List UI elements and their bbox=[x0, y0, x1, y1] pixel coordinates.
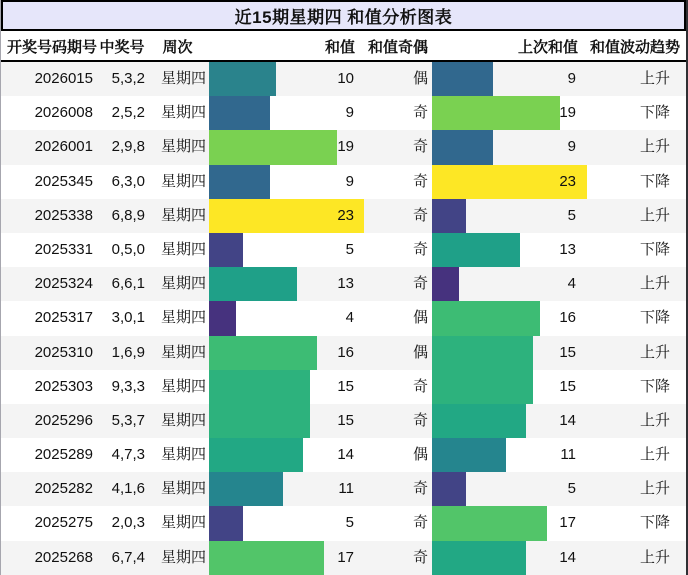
sum-value: 10 bbox=[337, 70, 354, 87]
chart-title bbox=[1, 0, 686, 31]
column-header-sum: 和值 bbox=[324, 39, 355, 56]
winning-numbers-cell: 9,3,3 bbox=[111, 377, 145, 395]
sum-bar-cell bbox=[209, 404, 364, 438]
prev-value: 23 bbox=[559, 172, 576, 190]
trend-cell: 下降 bbox=[639, 240, 670, 258]
trend-cell: 上升 bbox=[639, 411, 670, 429]
week-cell: 星期四 bbox=[161, 104, 207, 122]
parity-cell: 偶 bbox=[412, 343, 428, 361]
prev-bar-cell bbox=[432, 506, 587, 540]
prev-value: 19 bbox=[559, 104, 576, 122]
sum-value: 15 bbox=[337, 411, 354, 429]
trend-cell: 下降 bbox=[639, 309, 670, 327]
trend-cell: 下降 bbox=[639, 514, 670, 532]
table-row bbox=[1, 301, 686, 335]
week-cell: 星期四 bbox=[161, 411, 207, 429]
trend-cell: 上升 bbox=[639, 206, 670, 224]
parity-cell: 偶 bbox=[412, 446, 428, 464]
period-cell: 2026001 bbox=[34, 138, 93, 156]
winning-numbers-cell: 5,3,2 bbox=[111, 70, 145, 87]
trend-cell: 上升 bbox=[639, 343, 670, 361]
period-cell: 2025289 bbox=[34, 446, 93, 464]
week-cell: 星期四 bbox=[161, 275, 207, 293]
table-row bbox=[1, 472, 686, 506]
column-header-trend: 和值波动趋势 bbox=[589, 39, 680, 56]
prev-bar-cell bbox=[432, 541, 587, 575]
trend-cell: 上升 bbox=[639, 446, 670, 464]
parity-cell: 偶 bbox=[412, 309, 428, 327]
week-cell: 星期四 bbox=[161, 172, 207, 190]
sum-value: 5 bbox=[345, 240, 354, 258]
sum-value: 9 bbox=[345, 172, 354, 190]
period-cell: 2025303 bbox=[34, 377, 93, 395]
trend-cell: 上升 bbox=[639, 275, 670, 293]
week-cell: 星期四 bbox=[161, 514, 207, 532]
table-rows bbox=[1, 62, 686, 575]
parity-cell: 偶 bbox=[412, 70, 428, 87]
parity-cell: 奇 bbox=[412, 206, 428, 224]
sum-bar-cell bbox=[209, 506, 364, 540]
trend-cell: 上升 bbox=[639, 138, 670, 156]
prev-value: 4 bbox=[567, 275, 576, 293]
period-cell: 2025296 bbox=[34, 411, 93, 429]
period-cell: 2025317 bbox=[34, 309, 93, 327]
period-cell: 2025275 bbox=[34, 514, 93, 532]
prev-bar-cell bbox=[432, 267, 587, 301]
parity-cell: 奇 bbox=[412, 480, 428, 498]
prev-bar-cell bbox=[432, 165, 587, 199]
prev-value: 11 bbox=[560, 446, 576, 464]
winning-numbers-cell: 1,6,9 bbox=[111, 343, 145, 361]
column-header-parity: 和值奇偶 bbox=[367, 39, 428, 56]
winning-numbers-cell: 2,0,3 bbox=[111, 514, 145, 532]
prev-value: 5 bbox=[567, 480, 576, 498]
sum-bar-cell bbox=[209, 370, 364, 404]
trend-cell: 上升 bbox=[639, 548, 670, 566]
trend-cell: 上升 bbox=[639, 70, 670, 87]
prev-bar-cell bbox=[432, 301, 587, 335]
winning-numbers-cell: 6,8,9 bbox=[111, 206, 145, 224]
period-cell: 2026008 bbox=[34, 104, 93, 122]
sum-bar-cell bbox=[209, 472, 364, 506]
table-row bbox=[1, 370, 686, 404]
prev-value: 9 bbox=[567, 70, 576, 87]
table-row bbox=[1, 404, 686, 438]
parity-cell: 奇 bbox=[412, 104, 428, 122]
parity-cell: 奇 bbox=[412, 172, 428, 190]
parity-cell: 奇 bbox=[412, 548, 428, 566]
winning-numbers-cell: 0,5,0 bbox=[111, 240, 145, 258]
trend-cell: 下降 bbox=[639, 377, 670, 395]
prev-bar-cell bbox=[432, 370, 587, 404]
period-cell: 2025282 bbox=[34, 480, 93, 498]
sum-bar-cell bbox=[209, 541, 364, 575]
table-row bbox=[1, 62, 686, 96]
sum-value: 13 bbox=[337, 275, 354, 293]
table-row bbox=[1, 506, 686, 540]
prev-value: 17 bbox=[559, 514, 576, 532]
sum-value: 16 bbox=[337, 343, 354, 361]
winning-numbers-cell: 6,3,0 bbox=[111, 172, 145, 190]
prev-bar-cell bbox=[432, 404, 587, 438]
column-header-week: 周次 bbox=[162, 39, 193, 56]
prev-bar-cell bbox=[432, 472, 587, 506]
table-row bbox=[1, 233, 686, 267]
prev-bar-cell bbox=[432, 438, 587, 472]
table-row bbox=[1, 165, 686, 199]
parity-cell: 奇 bbox=[412, 411, 428, 429]
prev-bar-cell bbox=[432, 233, 587, 267]
week-cell: 星期四 bbox=[161, 70, 207, 87]
week-cell: 星期四 bbox=[161, 240, 207, 258]
period-cell: 2025331 bbox=[34, 240, 93, 258]
prev-bar-cell bbox=[432, 130, 587, 164]
column-header-numbers: 中奖号 bbox=[99, 39, 145, 56]
winning-numbers-cell: 3,0,1 bbox=[111, 309, 145, 327]
table-header bbox=[1, 31, 686, 62]
week-cell: 星期四 bbox=[161, 548, 207, 566]
period-cell: 2025268 bbox=[34, 548, 93, 566]
winning-numbers-cell: 6,6,1 bbox=[111, 275, 145, 293]
period-cell: 2026015 bbox=[34, 70, 93, 87]
table-row bbox=[1, 541, 686, 575]
prev-bar-cell bbox=[432, 96, 587, 130]
prev-bar-cell bbox=[432, 336, 587, 370]
parity-cell: 奇 bbox=[412, 275, 428, 293]
winning-numbers-cell: 5,3,7 bbox=[111, 411, 145, 429]
table-row bbox=[1, 336, 686, 370]
sum-bar-cell bbox=[209, 267, 364, 301]
week-cell: 星期四 bbox=[161, 309, 207, 327]
parity-cell: 奇 bbox=[412, 240, 428, 258]
week-cell: 星期四 bbox=[161, 377, 207, 395]
table-row bbox=[1, 96, 686, 130]
sum-bar-cell bbox=[209, 165, 364, 199]
prev-bar-cell bbox=[432, 62, 587, 96]
period-cell: 2025345 bbox=[34, 172, 93, 190]
week-cell: 星期四 bbox=[161, 480, 207, 498]
winning-numbers-cell: 4,1,6 bbox=[111, 480, 145, 498]
prev-value: 16 bbox=[559, 309, 576, 327]
week-cell: 星期四 bbox=[161, 446, 207, 464]
table-row bbox=[1, 267, 686, 301]
winning-numbers-cell: 4,7,3 bbox=[111, 446, 145, 464]
prev-value: 15 bbox=[559, 377, 576, 395]
prev-bar-cell bbox=[432, 199, 587, 233]
sum-value: 23 bbox=[337, 206, 354, 224]
sum-bar-cell bbox=[209, 336, 364, 370]
parity-cell: 奇 bbox=[412, 377, 428, 395]
sum-value: 5 bbox=[345, 514, 354, 532]
sum-bar-cell bbox=[209, 199, 364, 233]
trend-cell: 下降 bbox=[639, 104, 670, 122]
sum-bar-cell bbox=[209, 62, 364, 96]
prev-value: 15 bbox=[559, 343, 576, 361]
sum-bar-cell bbox=[209, 301, 364, 335]
sum-bar-cell bbox=[209, 96, 364, 130]
column-header-period: 开奖号码期号 bbox=[7, 39, 98, 56]
winning-numbers-cell: 6,7,4 bbox=[111, 548, 145, 566]
week-cell: 星期四 bbox=[161, 138, 207, 156]
sum-bar-cell bbox=[209, 438, 364, 472]
sum-value: 19 bbox=[337, 138, 354, 156]
period-cell: 2025324 bbox=[34, 275, 93, 293]
prev-value: 5 bbox=[567, 206, 576, 224]
trend-cell: 上升 bbox=[639, 480, 670, 498]
table-row bbox=[1, 438, 686, 472]
sum-value: 15 bbox=[337, 377, 354, 395]
trend-cell: 下降 bbox=[639, 172, 670, 190]
table-row bbox=[1, 199, 686, 233]
prev-value: 9 bbox=[567, 138, 576, 156]
table-row bbox=[1, 130, 686, 164]
column-header-prev: 上次和值 bbox=[517, 39, 578, 56]
parity-cell: 奇 bbox=[412, 514, 428, 532]
winning-numbers-cell: 2,9,8 bbox=[111, 138, 145, 156]
period-cell: 2025310 bbox=[34, 343, 93, 361]
sum-value: 17 bbox=[337, 548, 354, 566]
period-cell: 2025338 bbox=[34, 206, 93, 224]
prev-value: 14 bbox=[559, 548, 576, 566]
sum-value: 11 bbox=[338, 480, 354, 498]
sum-bar-cell bbox=[209, 233, 364, 267]
sum-bar-cell bbox=[209, 130, 364, 164]
sum-value: 14 bbox=[337, 446, 354, 464]
chart-title-text: 近15期星期四 和值分析图表 bbox=[234, 8, 453, 27]
parity-cell: 奇 bbox=[412, 138, 428, 156]
sum-value: 4 bbox=[345, 309, 354, 327]
week-cell: 星期四 bbox=[161, 343, 207, 361]
prev-value: 13 bbox=[559, 240, 576, 258]
sum-value: 9 bbox=[345, 104, 354, 122]
prev-value: 14 bbox=[559, 411, 576, 429]
winning-numbers-cell: 2,5,2 bbox=[111, 104, 145, 122]
week-cell: 星期四 bbox=[161, 206, 207, 224]
